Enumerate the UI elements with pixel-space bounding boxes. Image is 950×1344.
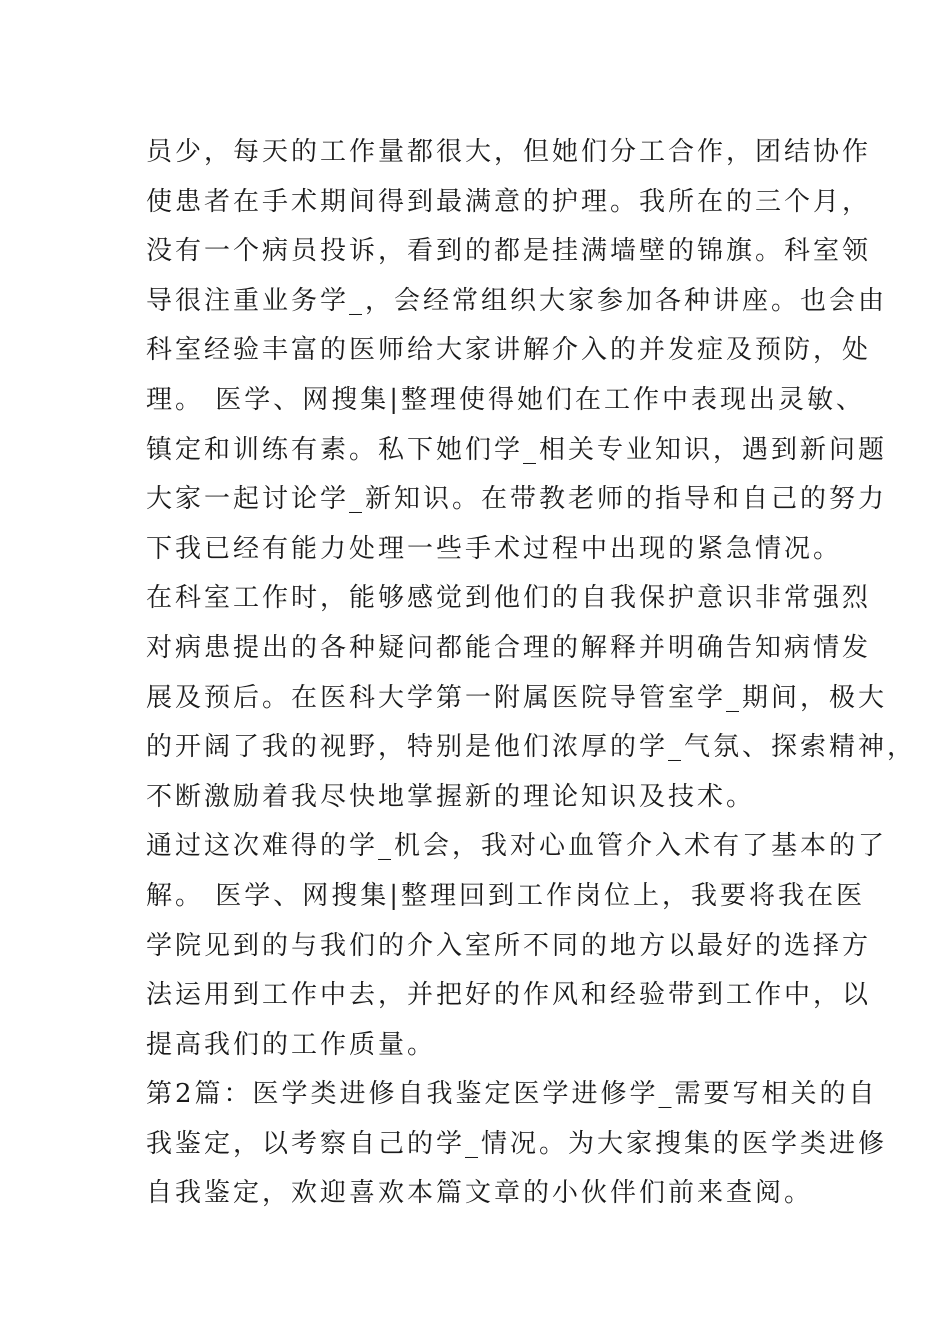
text-line: 自我鉴定，欢迎喜欢本篇文章的小伙伴们前来查阅。 <box>146 1178 814 1209</box>
text-line: 法运用到工作中去，并把好的作风和经验带到工作中，以 <box>146 980 872 1011</box>
text-line: 不断激励着我尽快地掌握新的理论知识及技术。 <box>146 781 756 812</box>
text-line: 展及预后。在医科大学第一附属医院导管室学_期间，极大 <box>146 682 888 713</box>
text-line: 理。 医学、网搜集|整理使得她们在工作中表现出灵敏、 <box>146 384 866 415</box>
text-line: 科室经验丰富的医师给大家讲解介入的并发症及预防，处 <box>146 335 872 366</box>
text-line: 使患者在手术期间得到最满意的护理。我所在的三个月， <box>146 186 872 217</box>
text-line: 没有一个病员投诉，看到的都是挂满墙壁的锦旗。科室领 <box>146 236 872 267</box>
text-line: 我鉴定，以考察自己的学_情况。为大家搜集的医学类进修 <box>146 1128 888 1159</box>
text-line: 对病患提出的各种疑问都能合理的解释并明确告知病情发 <box>146 632 872 663</box>
section-heading-line: 第2篇：医学类进修自我鉴定医学进修学_需要写相关的自 <box>146 1079 878 1110</box>
text-line: 镇定和训练有素。私下她们学_相关专业知识，遇到新问题 <box>146 434 888 465</box>
text-line: 的开阔了我的视野，特别是他们浓厚的学_气氛、探索精神， <box>146 732 917 763</box>
text-line: 大家一起讨论学_新知识。在带教老师的指导和自己的努力 <box>146 484 888 515</box>
body-text <box>146 128 917 1219</box>
text-line: 下我已经有能力处理一些手术过程中出现的紧急情况。 <box>146 533 843 564</box>
text-line: 员少，每天的工作量都很大，但她们分工合作，团结协作 <box>146 137 872 167</box>
text-line: 在科室工作时，能够感觉到他们的自我保护意识非常强烈 <box>146 583 872 614</box>
text-line: 提高我们的工作质量。 <box>146 1029 437 1060</box>
text-line: 学院见到的与我们的介入室所不同的地方以最好的选择方 <box>146 930 872 961</box>
text-line: 解。 医学、网搜集|整理回到工作岗位上，我要将我在医 <box>146 880 866 911</box>
text-line: 通过这次难得的学_机会，我对心血管介入术有了基本的了 <box>146 831 888 862</box>
text-line: 导很注重业务学_，会经常组织大家参加各种讲座。也会由 <box>146 285 888 316</box>
